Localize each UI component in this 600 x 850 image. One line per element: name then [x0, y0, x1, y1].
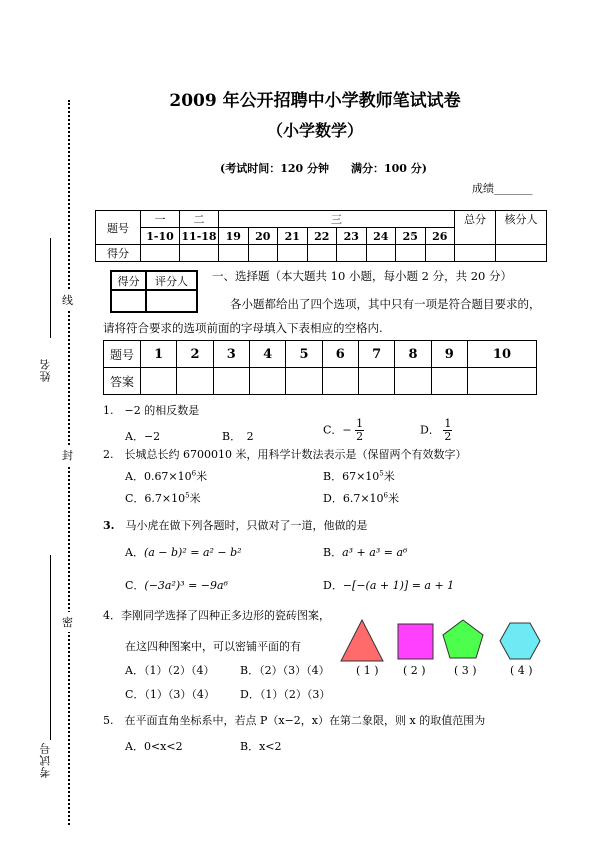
q4-substem: 在这四种图案中，可以密铺平面的有 — [125, 640, 301, 653]
section1-instruction-2: 请将符合要求的选项前面的字母填入下表相应的空格内. — [103, 321, 383, 335]
seal-char-secret: 密 — [62, 612, 73, 632]
answer-table-qnum: 8 — [395, 341, 431, 368]
q5-stem: 5. 在平面直角坐标系中，若点 P（x−2，x）在第二象限，则 x 的取值范围为 — [103, 714, 486, 727]
score-cell[interactable] — [307, 245, 337, 262]
grader-score-label: 得分 — [111, 271, 146, 290]
score-table-sec2: 二 — [180, 211, 219, 228]
q1-option-d — [420, 418, 452, 443]
hexagon-tile — [500, 623, 540, 659]
answer-table-qnum-label: 题号 — [104, 341, 141, 368]
q4-fig-label-4: ( 4 ) — [510, 664, 533, 677]
answer-cell[interactable] — [431, 368, 467, 395]
q3-option-b: B．a³ + a³ = a⁶ — [323, 546, 408, 559]
q4-option-d: D．（1）（2）（3） — [240, 688, 331, 701]
section1-instruction-1: 各小题都给出了四个选项，其中只有一项是符合题目要求的， — [230, 297, 541, 311]
answer-table-answer-label: 答案 — [104, 368, 141, 395]
grader-name-label: 评分人 — [146, 271, 197, 290]
grader-score-cell[interactable] — [111, 290, 146, 312]
pentagon-tile — [443, 620, 483, 658]
exam-no-blank-line — [50, 555, 51, 740]
q1-option-d-label: D． — [420, 423, 440, 437]
q1-option-c — [323, 418, 364, 443]
q2-option-c: C．$6.7\times 10^5$米 — [125, 491, 201, 505]
score-table-checker: 核分人 — [496, 211, 547, 245]
score-cell[interactable] — [248, 245, 278, 262]
seal-char-seal: 封 — [62, 445, 73, 465]
score-table-subnum: 11-18 — [181, 229, 217, 243]
score-cell[interactable] — [278, 245, 308, 262]
answer-cell[interactable] — [467, 368, 536, 395]
score-table-subnum: 26 — [425, 228, 455, 245]
q1-option-c-label: C．− — [323, 423, 352, 437]
q4-option-b: B．（2）（3）（4） — [240, 664, 330, 677]
q4-option-c: C．（1）（3）（4） — [125, 688, 215, 701]
q2-option-a: A．$0.67\times 10^6$米 — [125, 469, 208, 483]
seal-char-line: 线 — [62, 290, 73, 310]
answer-table-qnum: 7 — [358, 341, 394, 368]
name-label: 姓名 — [39, 358, 52, 382]
score-cell[interactable] — [455, 245, 496, 262]
answer-table-qnum: 1 — [141, 341, 177, 368]
grader-box — [110, 270, 198, 313]
page-title: 2009 年公开招聘中小学教师笔试试卷 — [169, 91, 461, 111]
q4-stem: 4．李刚同学选择了四种正多边形的瓷砖图案， — [103, 609, 330, 622]
score-table-subnum: 19 — [219, 228, 249, 245]
score-table-subnum: 23 — [337, 228, 367, 245]
exam-no-label: 考试号 — [39, 742, 52, 778]
section1-heading: 一、选择题（本大题共 10 小题，每小题 2 分，共 20 分） — [212, 269, 513, 283]
q4-fig-label-1: ( 1 ) — [356, 664, 379, 677]
q2-stem: 2. 长城总长约 6700010 米，用科学计数法表示是（保留两个有效数字） — [103, 448, 467, 461]
exam-info: (考试时间：120 分钟 满分：100 分) — [220, 162, 427, 175]
q4-fig-label-2: ( 2 ) — [403, 664, 426, 677]
answer-table-qnum: 2 — [177, 341, 213, 368]
answer-table-qnum: 6 — [322, 341, 358, 368]
square-tile — [398, 624, 433, 659]
answer-cell[interactable] — [322, 368, 358, 395]
q3-option-c: C．(−3a²)³ = −9a⁶ — [125, 579, 228, 592]
q1-stem: 1. −2 的相反数是 — [103, 404, 200, 417]
q1-option-c-fraction: $\frac{1}{2}$ — [356, 417, 364, 443]
score-table-subnum: 25 — [396, 228, 426, 245]
q5-option-b: B．x<2 — [240, 740, 282, 753]
answer-cell[interactable] — [141, 368, 177, 395]
score-label: 成绩_______ — [472, 182, 533, 195]
score-table-subnum: 1-10 — [141, 228, 180, 245]
score-cell[interactable] — [180, 245, 219, 262]
answer-table-qnum: 3 — [213, 341, 249, 368]
score-table-total: 总分 — [455, 211, 496, 245]
q3-option-d: D．−[−(a + 1)] = a + 1 — [323, 579, 455, 592]
score-cell[interactable] — [141, 245, 180, 262]
q2-option-d: D．$6.7\times 10^6$米 — [323, 491, 399, 505]
answer-cell[interactable] — [286, 368, 322, 395]
q1-option-b: B． 2 — [222, 430, 254, 443]
answer-table-qnum: 9 — [431, 341, 467, 368]
score-table-subnum: 21 — [278, 228, 308, 245]
q1-option-d-fraction: $\frac{1}{2}$ — [444, 417, 452, 443]
score-cell[interactable] — [219, 245, 249, 262]
score-cell[interactable] — [496, 245, 547, 262]
name-blank-line — [50, 238, 51, 338]
score-table-subnum: 24 — [366, 228, 396, 245]
answer-cell[interactable] — [177, 368, 213, 395]
q2-option-b: B．$67\times 10^5$米 — [323, 469, 395, 483]
score-table-subnum: 22 — [307, 228, 337, 245]
answer-cell[interactable] — [358, 368, 394, 395]
score-table-qnum-label: 题号 — [96, 211, 141, 245]
answer-cell[interactable] — [249, 368, 285, 395]
score-table-score-label: 得分 — [96, 245, 141, 262]
score-cell[interactable] — [425, 245, 455, 262]
score-table-subnum: 20 — [248, 228, 278, 245]
answer-cell[interactable] — [395, 368, 431, 395]
score-table-sec1: 一 — [141, 211, 180, 228]
score-cell[interactable] — [366, 245, 396, 262]
answer-table — [103, 340, 537, 395]
q3-stem: 3. 马小虎在做下列各题时，只做对了一道，他做的是 — [103, 519, 368, 532]
q1-option-a: A．−2 — [125, 430, 161, 443]
score-cell[interactable] — [337, 245, 367, 262]
answer-table-qnum: 10 — [467, 341, 536, 368]
score-table-sec3: 三 — [219, 211, 455, 228]
score-cell[interactable] — [396, 245, 426, 262]
answer-table-qnum: 5 — [286, 341, 322, 368]
triangle-tile — [341, 620, 383, 661]
q4-option-a: A．（1）（2）（4） — [125, 664, 215, 677]
answer-table-qnum: 4 — [249, 341, 285, 368]
page-subtitle: （小学数学） — [266, 121, 363, 140]
q5-option-a: A．0<x<2 — [125, 740, 183, 753]
score-table — [95, 210, 547, 262]
grader-name-cell[interactable] — [146, 290, 197, 312]
q3-option-a: A．(a − b)² = a² − b² — [125, 546, 242, 559]
q4-fig-label-3: ( 3 ) — [454, 664, 477, 677]
answer-cell[interactable] — [213, 368, 249, 395]
